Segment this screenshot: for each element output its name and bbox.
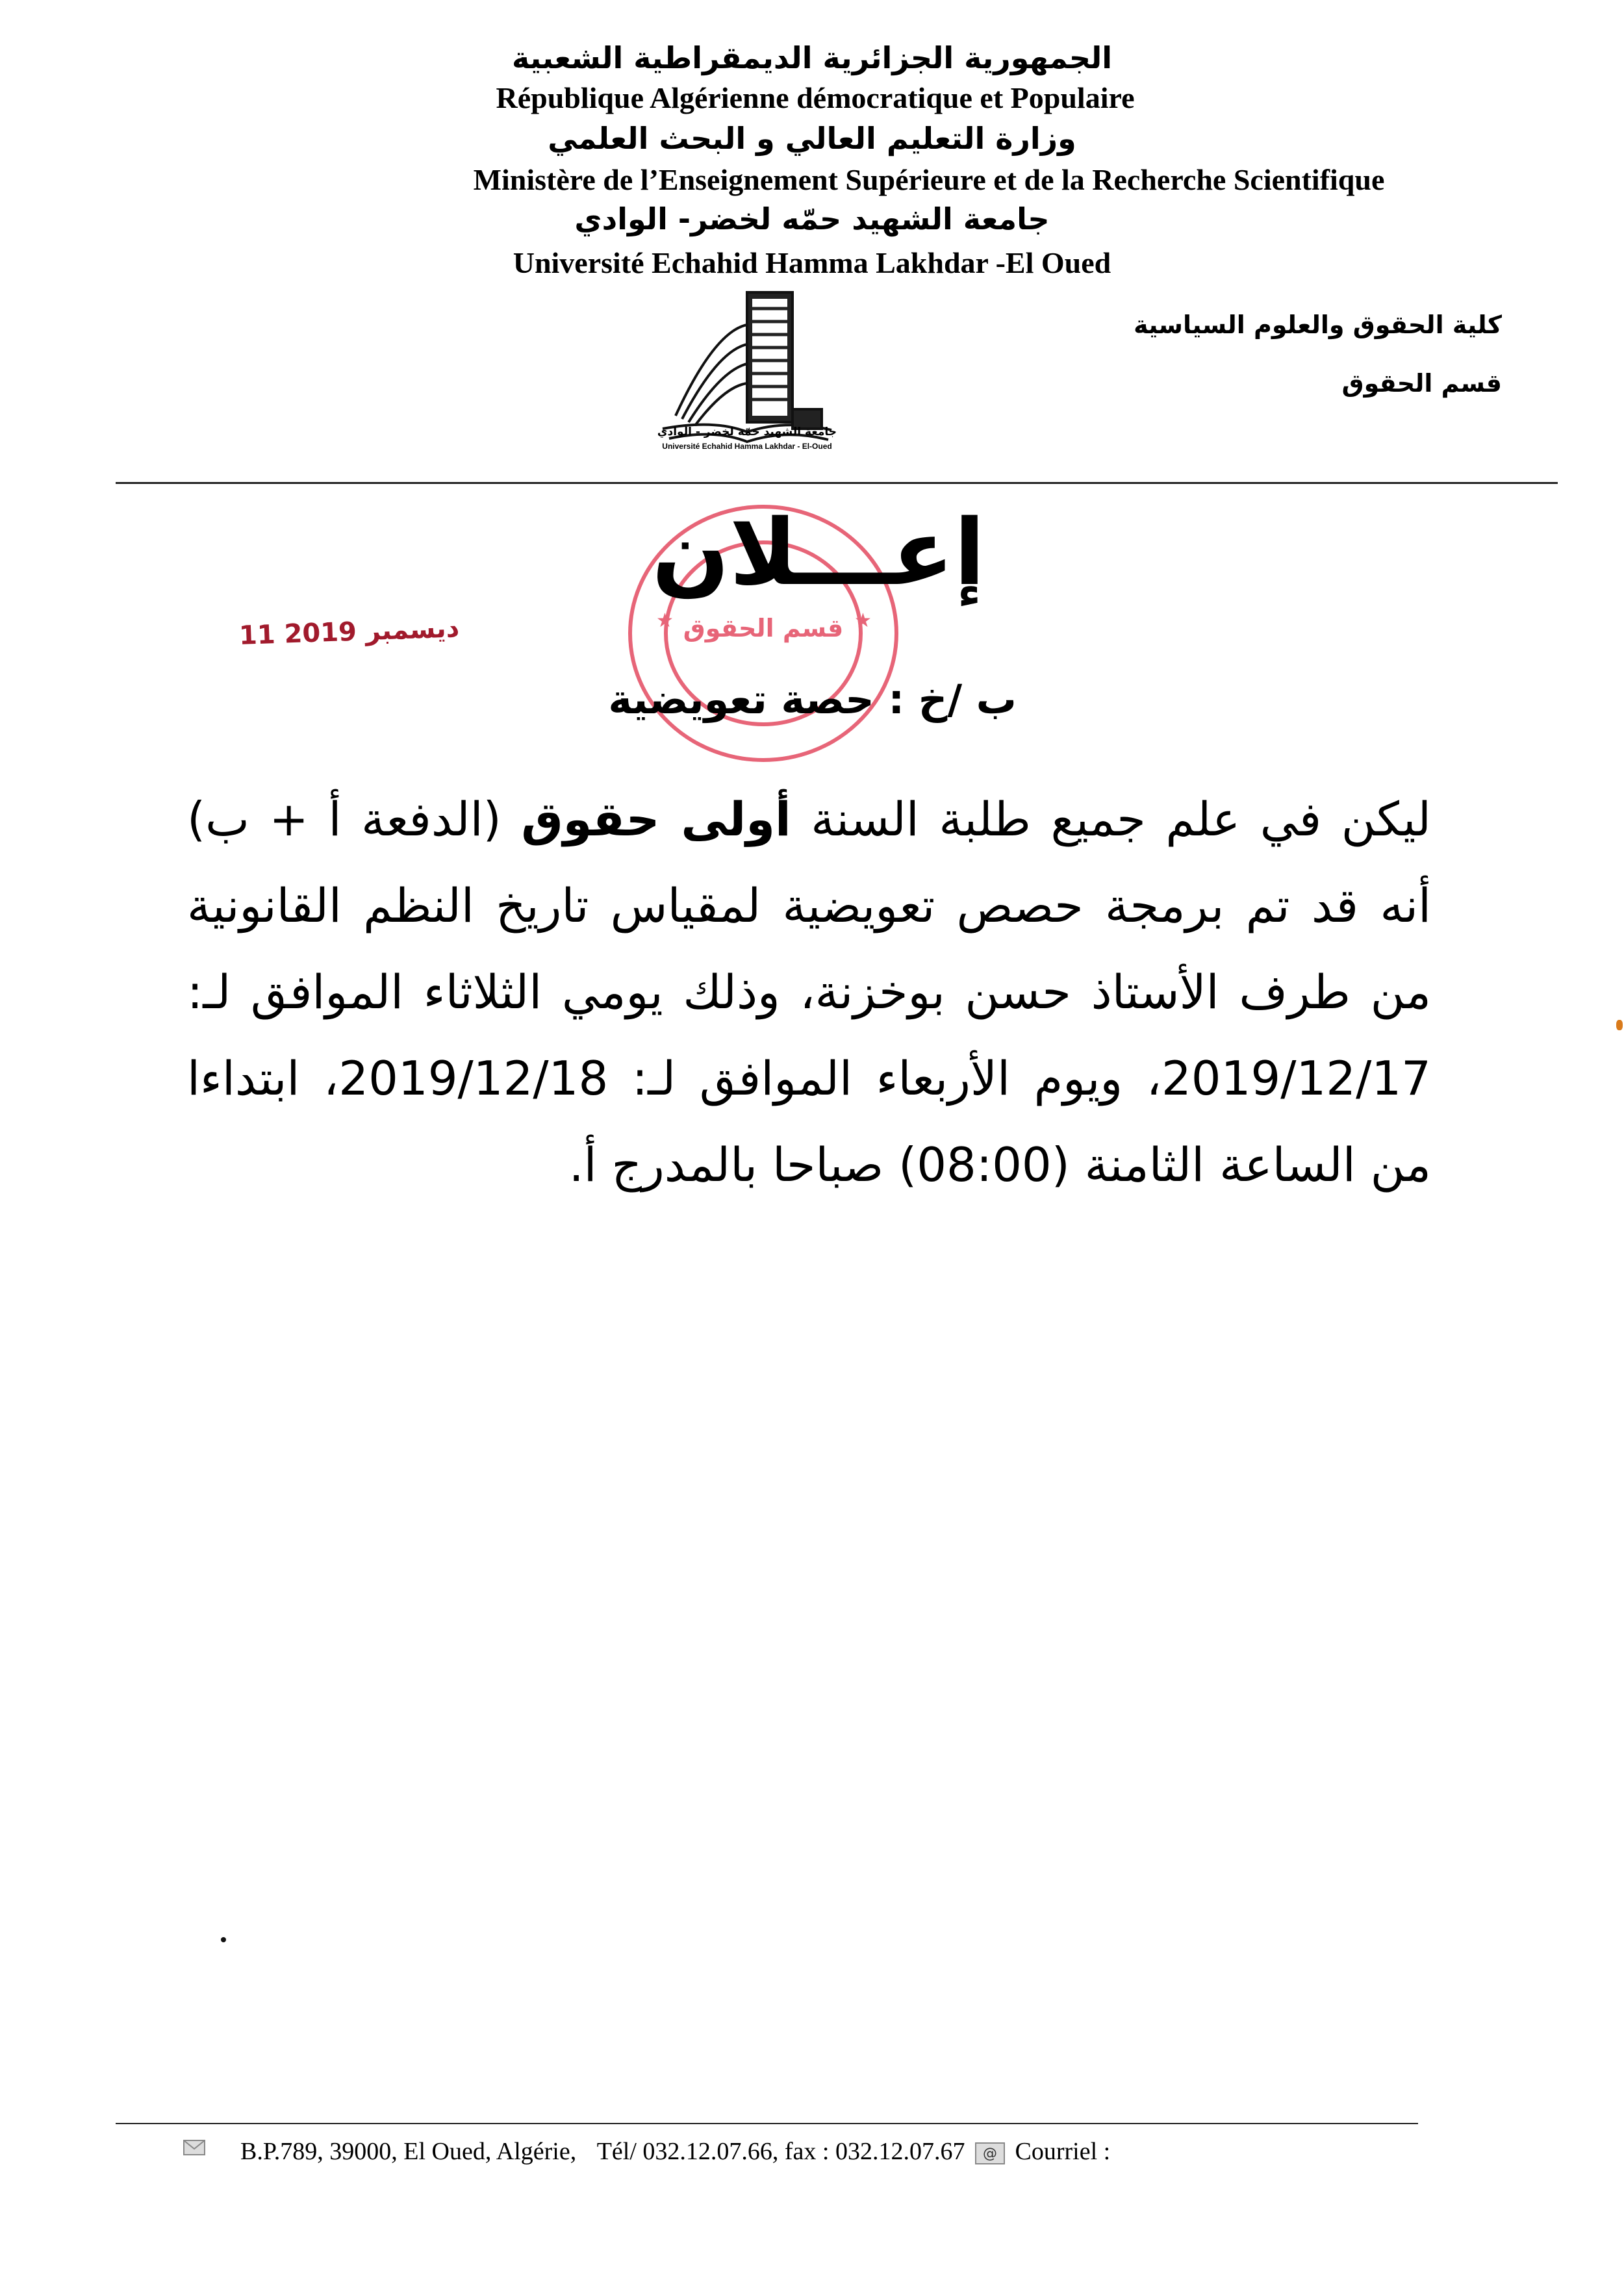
body-bold-class: أولى حقوق <box>521 792 791 846</box>
logo-caption-french: Université Echahid Hamma Lakhdar - El-Oued <box>662 442 832 451</box>
header-arabic-republic: الجمهورية الجزائرية الديمقراطية الشعبية <box>511 40 1113 75</box>
announcement-subject: ب /خ : حصة تعويضية <box>608 676 1017 723</box>
department-name: قسم الحقوق <box>1341 369 1502 398</box>
footer-address: B.P.789, 39000, El Oued, Algérie, <box>240 2138 577 2165</box>
seal-department-text: قسم الحقوق <box>683 614 844 642</box>
footer-divider <box>116 2123 1418 2124</box>
svg-text:@: @ <box>982 2146 997 2163</box>
footer-email-label: Courriel : <box>1015 2138 1111 2165</box>
scan-edge-mark <box>1616 1020 1623 1030</box>
at-icon <box>975 2142 1005 2164</box>
body-lead: ليكن في علم جميع طلبة السنة <box>791 792 1431 846</box>
body-rest: (الدفعة أ + ب) أنه قد تم برمجة حصص تعويضية لمقياس تاريخ النظم القانونية من طرف الأستاذ حسن بوخزنة، وذلك يومي الثلاثاء الموافق لـ: 2019/12/17، ويوم الأربعاء الموافق لـ: 2019/12/18، ابتداءا من الساعة الثامنة (08:00) صباحا بالمدرج أ. <box>187 792 1431 1192</box>
svg-text:★: ★ <box>656 609 674 632</box>
header-divider <box>116 482 1558 484</box>
mail-icon <box>183 2140 205 2155</box>
header-arabic-ministry: وزارة التعليم العالي و البحث العلمي <box>548 121 1076 156</box>
header-arabic-university: جامعة الشهيد حمّه لخضر- الوادي <box>574 201 1050 236</box>
footer-contact <box>188 2137 1110 2166</box>
header-french-university: Université Echahid Hamma Lakhdar -El Oued <box>513 246 1111 279</box>
header-french-republic: République Algérienne démocratique et Populaire <box>496 81 1135 114</box>
faculty-name: كلية الحقوق والعلوم السياسية <box>1134 311 1502 339</box>
footer-phone: Tél/ 032.12.07.66, fax : 032.12.07.67 <box>596 2138 965 2165</box>
date-stamp: 11 ديسمبر 2019 <box>238 613 460 651</box>
announcement-title: إعـــلان <box>652 500 985 606</box>
logo-caption-arabic: جامعة الشهيد حمّه لخضر - الوادي <box>657 425 837 438</box>
announcement-body <box>187 776 1431 1208</box>
svg-text:★: ★ <box>854 609 872 632</box>
header-french-ministry: Ministère de l’Enseignement Supérieure et de la Recherche Scientifique <box>473 163 1385 196</box>
scan-speck <box>221 1937 226 1942</box>
